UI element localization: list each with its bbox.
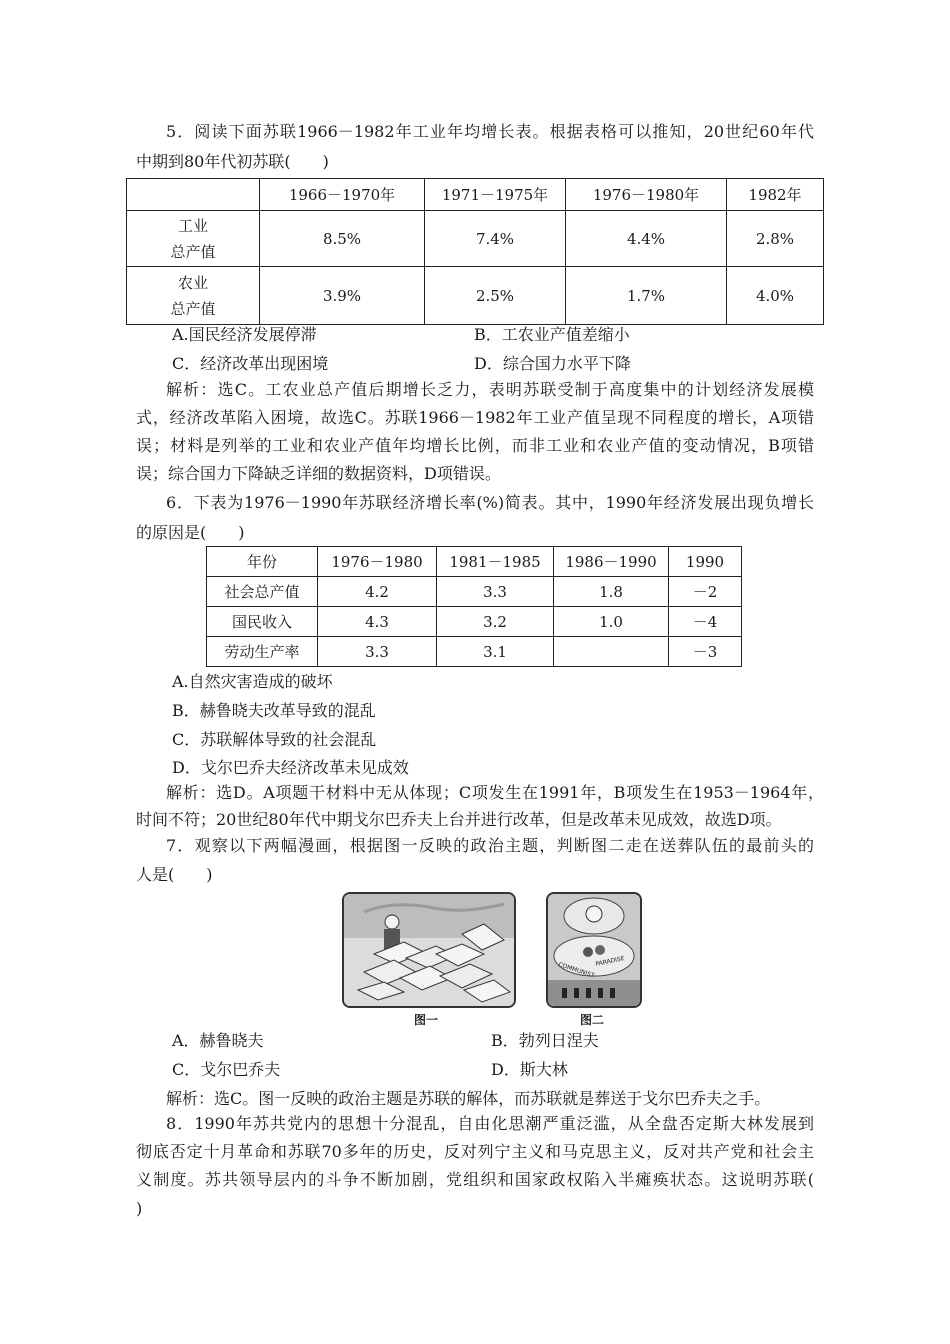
q6-cell: 3.2 [437, 607, 554, 637]
q6-row-label: 国民收入 [207, 607, 318, 637]
q5-cell: 4.0% [727, 267, 824, 325]
q8-stem-line3: 义制度。苏共领导层内的斗争不断加剧，党组织和国家政权陷入半瘫痪状态。这说明苏联( [136, 1170, 814, 1189]
row-label-line2: 总产值 [170, 299, 216, 318]
q8-stem-line4: ) [136, 1199, 143, 1218]
q6-header-cell: 1990 [669, 547, 742, 577]
q6-cell: 4.3 [318, 607, 437, 637]
q6-table [206, 546, 742, 667]
table-row [207, 577, 742, 607]
cartoon-text-communist: COMMUNIST [557, 961, 596, 980]
q6-option-c: C．苏联解体导致的社会混乱 [172, 730, 377, 749]
q5-table [126, 178, 824, 325]
q5-stem-line1: 5．阅读下面苏联1966－1982年工业年均增长表。根据表格可以推知，20世纪60年代 [166, 122, 814, 141]
cartoon-figure-1 [342, 892, 516, 1008]
table-row [127, 211, 824, 267]
q5-row-label [127, 267, 260, 325]
q5-cell: 1.7% [566, 267, 727, 325]
q6-analysis-line2: 时间不符；20世纪80年代中期戈尔巴乔夫上台并进行改革，但是改革未见成效，故选D项。 [136, 810, 782, 829]
q6-cell: －2 [669, 577, 742, 607]
q6-header-cell: 1986－1990 [554, 547, 669, 577]
q6-option-d: D．戈尔巴乔夫经济改革未见成效 [172, 758, 409, 777]
table-row [207, 637, 742, 667]
q5-option-a: A.国民经济发展停滞 [172, 325, 317, 344]
q7-option-b: B．勃列日涅夫 [491, 1031, 599, 1050]
q5-option-b: B．工农业产值差缩小 [474, 325, 630, 344]
q5-cell: 3.9% [260, 267, 425, 325]
q5-cell: 7.4% [425, 211, 566, 267]
q6-analysis-line1: 解析：选D。A项题干材料中无从体现；C项发生在1991年，B项发生在1953－1964年， [166, 783, 824, 802]
q8-stem-line2: 彻底否定十月革命和苏联70多年的历史，反对列宁主义和马克思主义，反对共产党和社会主 [136, 1142, 814, 1161]
q5-stem-line2: 中期到80年代初苏联( ) [136, 152, 329, 171]
q6-option-b: B．赫鲁晓夫改革导致的混乱 [172, 701, 376, 720]
q8-stem-line1: 8．1990年苏共党内的思想十分混乱，自由化思潮严重泛滥，从全盘否定斯大林发展到 [166, 1114, 814, 1133]
q5-cell: 8.5% [260, 211, 425, 267]
q6-stem-line2: 的原因是( ) [136, 523, 245, 542]
row-label-line1: 农业 [177, 273, 208, 292]
cartoon-text-paradise: PARADISE [594, 955, 626, 968]
q6-cell: －4 [669, 607, 742, 637]
q6-cell: 3.3 [437, 577, 554, 607]
q5-row-label [127, 211, 260, 267]
q5-header-empty [127, 179, 260, 211]
figure-1-caption: 图一 [414, 1013, 439, 1027]
q7-analysis-line1: 解析：选C。图一反映的政治主题是苏联的解体，而苏联就是葬送于戈尔巴乔夫之手。 [166, 1089, 771, 1108]
q5-option-d: D．综合国力水平下降 [474, 354, 631, 373]
q6-cell: －3 [669, 637, 742, 667]
q7-option-a: A．赫鲁晓夫 [172, 1031, 264, 1050]
q6-cell: 3.1 [437, 637, 554, 667]
q6-cell: 3.3 [318, 637, 437, 667]
q6-stem-line1: 6．下表为1976－1990年苏联经济增长率(%)简表。其中，1990年经济发展出现负增长 [166, 493, 814, 512]
cartoon-2-drawing [548, 894, 640, 1006]
cartoon-figure-2 [546, 892, 642, 1008]
q5-analysis-line4: 误；综合国力下降缺乏详细的数据资料，D项错误。 [136, 464, 501, 483]
q5-header-cell: 1966－1970年 [260, 179, 425, 211]
table-row [207, 607, 742, 637]
q5-cell: 2.5% [425, 267, 566, 325]
q6-header-cell: 1981－1985 [437, 547, 554, 577]
q5-cell: 4.4% [566, 211, 727, 267]
q7-option-c: C．戈尔巴乔夫 [172, 1060, 281, 1079]
q7-option-d: D．斯大林 [491, 1060, 568, 1079]
cartoon-1-drawing [344, 894, 514, 1006]
q6-header-cell: 1976－1980 [318, 547, 437, 577]
q6-cell: 4.2 [318, 577, 437, 607]
figure-2-caption: 图二 [580, 1013, 605, 1027]
q5-analysis-line1: 解析：选C。工农业总产值后期增长乏力，表明苏联受制于高度集中的计划经济发展模 [166, 380, 814, 399]
q7-stem-line2: 人是( ) [136, 865, 213, 884]
q5-analysis-line2: 式，经济改革陷入困境，故选C。苏联1966－1982年工业产值呈现不同程度的增长，A项错 [136, 408, 814, 427]
row-label-line2: 总产值 [170, 242, 216, 261]
q5-analysis-line3: 误；材料是列举的工业和农业产值年均增长比例，而非工业和农业产值的变动情况，B项错 [136, 436, 814, 455]
table-row [127, 267, 824, 325]
row-label-line1: 工业 [177, 216, 208, 235]
q7-stem-line1: 7．观察以下两幅漫画，根据图一反映的政治主题，判断图二走在送葬队伍的最前头的 [166, 836, 814, 855]
q6-cell: 1.0 [554, 607, 669, 637]
q5-option-c: C．经济改革出现困境 [172, 354, 329, 373]
q5-header-cell: 1982年 [727, 179, 824, 211]
q5-header-cell: 1971－1975年 [425, 179, 566, 211]
q5-header-cell: 1976－1980年 [566, 179, 727, 211]
q6-cell [554, 637, 669, 667]
q6-row-label: 劳动生产率 [207, 637, 318, 667]
q6-row-label: 社会总产值 [207, 577, 318, 607]
q6-option-a: A.自然灾害造成的破坏 [172, 672, 333, 691]
q6-header-cell: 年份 [207, 547, 318, 577]
q6-cell: 1.8 [554, 577, 669, 607]
q5-cell: 2.8% [727, 211, 824, 267]
